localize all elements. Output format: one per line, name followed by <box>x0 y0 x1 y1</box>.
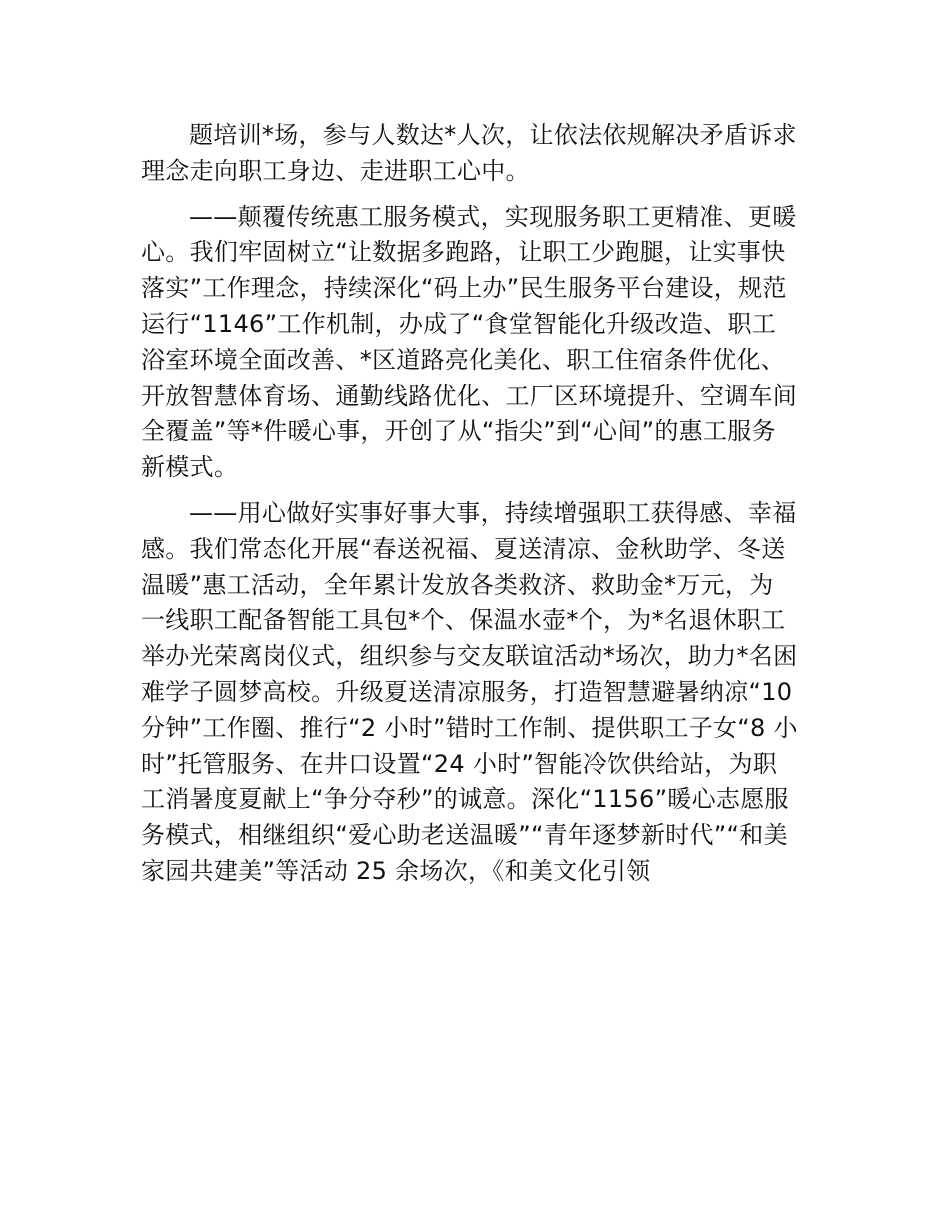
text-line: 全覆盖”等*件暖心事，开创了从“指尖”到“心间”的惠工服务 <box>141 417 776 446</box>
text-line: ——颠覆传统惠工服务模式，实现服务职工更精准、更暖 <box>189 202 797 231</box>
text-line: 一线职工配备智能工具包*个、保温水壶*个，为*名退休职工 <box>141 606 786 635</box>
text-line: 浴室环境全面改善、*区道路亮化美化、职工住宿条件优化、 <box>141 345 786 374</box>
paragraph-3 <box>141 496 813 890</box>
paragraph-1 <box>141 118 813 190</box>
text-line: 分钟”工作圈、推行“2 小时”错时工作制、提供职工子女“8 小 <box>141 713 798 742</box>
text-line: 家园共建美”等活动 25 余场次，《和美文化引领 <box>141 856 651 885</box>
text-line: 落实”工作理念，持续深化“码上办”民生服务平台建设，规范 <box>141 274 787 303</box>
text-line: 心。我们牢固树立“让数据多跑路，让职工少跑腿，让实事快 <box>141 238 786 267</box>
text-line: 开放智慧体育场、通勤线路优化、工厂区环境提升、空调车间 <box>141 381 798 410</box>
text-line: 工消暑度夏献上“争分夺秒”的诚意。深化“1156”暖心志愿服 <box>141 785 789 814</box>
text-line: 温暖”惠工活动，全年累计发放各类救济、救助金*万元，为 <box>141 570 774 599</box>
body-text <box>141 118 813 900</box>
text-line: 感。我们常态化开展“春送祝福、夏送清凉、金秋助学、冬送 <box>141 534 786 563</box>
text-line: 举办光荣离岗仪式，组织参与交友联谊活动*场次，助力*名困 <box>141 642 798 671</box>
text-line: 新模式。 <box>141 453 239 482</box>
paragraph-2 <box>141 200 813 486</box>
text-line: 务模式，相继组织“爱心助老送温暖”“青年逐梦新时代”“和美 <box>141 821 788 850</box>
text-line: 题培训*场，参与人数达*人次，让依法依规解决矛盾诉求 <box>189 121 797 149</box>
text-line: 难学子圆梦高校。升级夏送清凉服务，打造智慧避暑纳凉“10 <box>141 677 793 706</box>
text-line: 时”托管服务、在井口设置“24 小时”智能冷饮供给站，为职 <box>141 749 778 778</box>
text-line: 理念走向职工身边、走进职工心中。 <box>141 156 530 185</box>
text-line: 运行“1146”工作机制，办成了“食堂智能化升级改造、职工 <box>141 309 777 338</box>
text-line: ——用心做好实事好事大事，持续增强职工获得感、幸福 <box>189 498 797 527</box>
